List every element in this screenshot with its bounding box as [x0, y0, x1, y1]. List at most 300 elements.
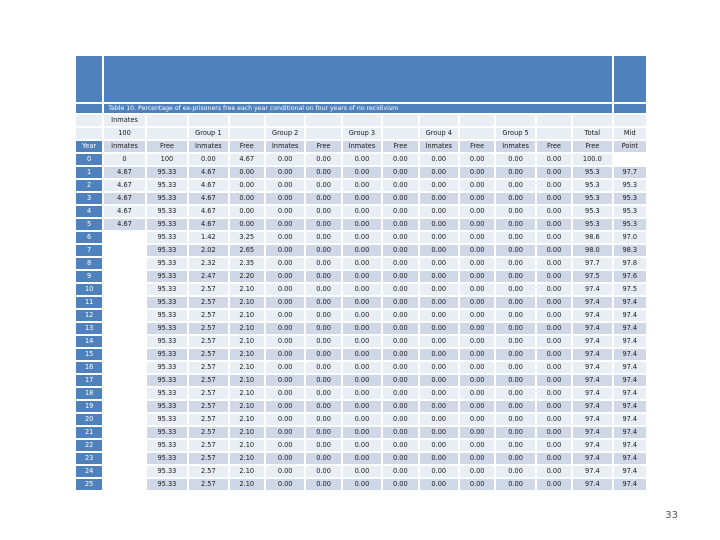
table-cell: 0.00 [537, 206, 571, 217]
table-cell: 0.00 [537, 453, 571, 464]
table-cell [306, 128, 340, 139]
table-cell: 0.00 [383, 167, 417, 178]
table-cell: 4.67 [189, 180, 227, 191]
header-row-inmates [76, 115, 646, 126]
table-cell [343, 115, 381, 126]
table-cell: 2.57 [189, 466, 227, 477]
table-cell [104, 336, 144, 347]
table-cell: 0.00 [496, 427, 534, 438]
table-cell: 97.4 [614, 388, 646, 399]
table-cell: 0.00 [420, 479, 458, 490]
table-cell [104, 414, 144, 425]
table-cell: 97.4 [614, 453, 646, 464]
row-label-cell: 17 [76, 375, 102, 386]
table-cell: 0.00 [306, 154, 340, 165]
table-cell: 95.3 [614, 219, 646, 230]
table-cell: 4.67 [189, 167, 227, 178]
table-cell: 0.00 [383, 219, 417, 230]
top-band-mid-cell [614, 56, 646, 102]
table-row [76, 323, 646, 334]
row-label-cell: 11 [76, 297, 102, 308]
table-cell: 97.4 [614, 323, 646, 334]
table-cell: 0.00 [537, 401, 571, 412]
table-row [76, 362, 646, 373]
table-cell: 97.4 [614, 401, 646, 412]
table-cell: 0.00 [537, 466, 571, 477]
table-cell: 4.67 [104, 193, 144, 204]
table-row [76, 310, 646, 321]
table-body [76, 56, 646, 490]
table-cell: 0.00 [460, 232, 494, 243]
table-cell: 95.33 [147, 453, 187, 464]
table-row [76, 167, 646, 178]
table-cell: Inmates [189, 141, 227, 152]
table-row [76, 440, 646, 451]
table-cell: 0.00 [383, 271, 417, 282]
table-cell: 100 [104, 128, 144, 139]
row-label-cell: 13 [76, 323, 102, 334]
table-cell: 0.00 [537, 336, 571, 347]
table-cell: 0.00 [266, 349, 304, 360]
table-cell: 97.4 [614, 479, 646, 490]
table-cell: 97.4 [573, 362, 611, 373]
table-cell: 97.4 [573, 453, 611, 464]
table-cell: 97.5 [614, 284, 646, 295]
table-cell: 0.00 [460, 167, 494, 178]
table-cell: 0.00 [383, 427, 417, 438]
table-cell: 0.00 [306, 271, 340, 282]
table-cell: 0.00 [460, 427, 494, 438]
table-cell: 2.35 [230, 258, 264, 269]
row-label-cell: 5 [76, 219, 102, 230]
table-cell: 0.00 [343, 180, 381, 191]
table-cell [104, 375, 144, 386]
table-cell: 0.00 [343, 284, 381, 295]
table-cell: 0.00 [343, 206, 381, 217]
table-cell: 0.00 [420, 323, 458, 334]
table-cell [104, 323, 144, 334]
table-cell: 4.67 [189, 219, 227, 230]
table-cell: 97.4 [614, 414, 646, 425]
table-cell: 0.00 [306, 440, 340, 451]
table-cell: 0.00 [343, 232, 381, 243]
table-cell: 0.00 [420, 206, 458, 217]
table-cell: 0.00 [343, 258, 381, 269]
table-cell: 97.4 [573, 284, 611, 295]
table-cell [104, 297, 144, 308]
table-cell: 97.4 [573, 297, 611, 308]
table-cell: 2.57 [189, 375, 227, 386]
table-cell: 0.00 [537, 180, 571, 191]
table-cell: 97.7 [573, 258, 611, 269]
table-cell: 0.00 [420, 375, 458, 386]
table-row [76, 375, 646, 386]
table-cell [104, 466, 144, 477]
table-cell: 97.4 [573, 310, 611, 321]
table-cell: 97.4 [573, 479, 611, 490]
table-cell: 0.00 [266, 297, 304, 308]
table-cell: 2.10 [230, 388, 264, 399]
table-cell [104, 427, 144, 438]
table-row [76, 388, 646, 399]
table-cell: 0.00 [420, 232, 458, 243]
table-cell [383, 115, 417, 126]
table-cell: 0.00 [420, 427, 458, 438]
table-cell: 95.33 [147, 427, 187, 438]
table-cell [383, 128, 417, 139]
table-cell [104, 258, 144, 269]
table-cell: 95.33 [147, 284, 187, 295]
table-cell: 0.00 [537, 479, 571, 490]
table-cell: 0.00 [537, 167, 571, 178]
table-cell: 0.00 [306, 362, 340, 373]
table-cell: 0.00 [537, 427, 571, 438]
table-cell: 0.00 [383, 180, 417, 191]
table-cell: 0.00 [266, 440, 304, 451]
table-cell: 0.00 [537, 414, 571, 425]
table-cell: 0.00 [496, 258, 534, 269]
table-row [76, 297, 646, 308]
table-cell: Inmates [104, 141, 144, 152]
table-cell: 0.00 [460, 336, 494, 347]
table-cell: Inmates [496, 141, 534, 152]
table-cell: 0.00 [306, 193, 340, 204]
row-label-cell: 24 [76, 466, 102, 477]
row-label-cell: 9 [76, 271, 102, 282]
table-cell: 0.00 [496, 297, 534, 308]
table-cell [104, 388, 144, 399]
table-cell: 0.00 [306, 427, 340, 438]
table-cell: 0.00 [383, 336, 417, 347]
table-cell [104, 479, 144, 490]
table-cell: 2.10 [230, 336, 264, 347]
table-cell: 0.00 [496, 219, 534, 230]
table-cell [230, 128, 264, 139]
table-cell: 0.00 [537, 271, 571, 282]
table-cell: 0.00 [420, 245, 458, 256]
table-cell: 0.00 [537, 154, 571, 165]
row-label-cell: 10 [76, 284, 102, 295]
table-cell: 97.4 [573, 323, 611, 334]
table-cell: Point [614, 141, 646, 152]
table-cell: 0.00 [537, 219, 571, 230]
table-cell: 0.00 [420, 336, 458, 347]
table-cell: 0.00 [420, 349, 458, 360]
table-cell: 2.10 [230, 466, 264, 477]
table-cell: 0.00 [230, 219, 264, 230]
table-cell: 0.00 [460, 388, 494, 399]
table-cell: Group 2 [266, 128, 304, 139]
table-cell [104, 245, 144, 256]
table-cell: 97.7 [614, 167, 646, 178]
table-cell: 0.00 [306, 258, 340, 269]
row-label-cell: 2 [76, 180, 102, 191]
row-label-cell: 20 [76, 414, 102, 425]
table-cell: 2.57 [189, 349, 227, 360]
table-cell: 0.00 [306, 453, 340, 464]
table-cell: 0.00 [343, 271, 381, 282]
table-cell: 97.4 [614, 440, 646, 451]
table-cell: 95.33 [147, 388, 187, 399]
table-cell: 95.33 [147, 349, 187, 360]
table-cell: 2.57 [189, 297, 227, 308]
table-cell: 0.00 [343, 245, 381, 256]
table-cell: 2.57 [189, 284, 227, 295]
table-cell: 0.00 [306, 336, 340, 347]
table-cell: 97.6 [614, 271, 646, 282]
table-cell: 97.4 [614, 336, 646, 347]
table-cell: 0.00 [420, 440, 458, 451]
table-cell [230, 115, 264, 126]
table-cell: 0.00 [496, 388, 534, 399]
table-cell: 2.02 [189, 245, 227, 256]
table-cell: 0.00 [343, 375, 381, 386]
table-cell: 95.33 [147, 297, 187, 308]
table-cell: 0.00 [343, 388, 381, 399]
table-cell: 0.00 [420, 193, 458, 204]
table-row [76, 258, 646, 269]
table-cell: Free [537, 141, 571, 152]
table-cell: 95.3 [614, 206, 646, 217]
table-cell [573, 115, 611, 126]
table-cell [266, 115, 304, 126]
table-row [76, 401, 646, 412]
table-cell: 0.00 [460, 193, 494, 204]
table-row [76, 232, 646, 243]
table-cell: 0.00 [383, 349, 417, 360]
table-row [76, 180, 646, 191]
table-cell: 0.00 [266, 284, 304, 295]
table-cell [420, 115, 458, 126]
table-cell [104, 440, 144, 451]
table-cell: 0.00 [496, 193, 534, 204]
top-band-main-cell [104, 56, 611, 102]
table-cell: 0.00 [343, 427, 381, 438]
table-row [76, 427, 646, 438]
table-cell: 95.33 [147, 323, 187, 334]
table-cell: 0.00 [230, 167, 264, 178]
table-cell: 0.00 [343, 193, 381, 204]
table-cell: 0.00 [496, 479, 534, 490]
table-cell: 0.00 [383, 258, 417, 269]
table-cell: 0.00 [266, 258, 304, 269]
table-cell: 0.00 [383, 284, 417, 295]
table-cell: 0.00 [460, 349, 494, 360]
table-cell: 0.00 [420, 388, 458, 399]
table-cell: 0.00 [383, 310, 417, 321]
table-cell: 0.00 [306, 466, 340, 477]
table-cell: 0.00 [383, 193, 417, 204]
table-cell: Free [383, 141, 417, 152]
table-cell: 0.00 [496, 167, 534, 178]
table-cell [104, 453, 144, 464]
table-cell [104, 284, 144, 295]
table-cell: 2.10 [230, 310, 264, 321]
table-cell: 2.10 [230, 323, 264, 334]
table-cell: 2.10 [230, 349, 264, 360]
table-cell: 95.33 [147, 193, 187, 204]
table-cell: 97.4 [573, 427, 611, 438]
table-cell: 0.00 [266, 193, 304, 204]
table-cell: 0.00 [343, 466, 381, 477]
table-cell: 97.4 [614, 310, 646, 321]
table-cell: 95.33 [147, 206, 187, 217]
table-cell: 2.65 [230, 245, 264, 256]
table-cell: 95.33 [147, 258, 187, 269]
table-cell: 2.57 [189, 323, 227, 334]
table-cell [104, 232, 144, 243]
title-row-year-cell [76, 104, 102, 113]
table-cell: 0.00 [460, 440, 494, 451]
table-cell: Free [230, 141, 264, 152]
row-label-cell: 21 [76, 427, 102, 438]
table-cell: 0.00 [343, 154, 381, 165]
table-cell: 0.00 [537, 193, 571, 204]
table-cell: 97.8 [614, 258, 646, 269]
table-cell [306, 115, 340, 126]
table-cell: 0.00 [496, 310, 534, 321]
table-cell: 0.00 [496, 232, 534, 243]
table-cell: 0.00 [383, 479, 417, 490]
table-row [76, 349, 646, 360]
table-cell: 0.00 [460, 401, 494, 412]
table-cell [460, 115, 494, 126]
table-cell: 0.00 [266, 219, 304, 230]
table-cell: 0.00 [266, 362, 304, 373]
table-cell: 0.00 [343, 297, 381, 308]
table-cell: 0.00 [537, 245, 571, 256]
table-cell: 0.00 [496, 466, 534, 477]
table-cell: 97.4 [573, 388, 611, 399]
table-cell: 4.67 [104, 219, 144, 230]
title-row-mid-cell [614, 104, 646, 113]
table-cell: Group 5 [496, 128, 534, 139]
table-cell: 0.00 [537, 388, 571, 399]
row-label-cell: 0 [76, 154, 102, 165]
table-cell: 0.00 [343, 219, 381, 230]
table-cell: 95.3 [614, 180, 646, 191]
table-cell: 0.00 [460, 258, 494, 269]
table-cell: 2.47 [189, 271, 227, 282]
table-cell [460, 128, 494, 139]
table-cell: 95.33 [147, 479, 187, 490]
table-cell: 0.00 [343, 440, 381, 451]
table-cell: 0.00 [460, 323, 494, 334]
table-cell: Inmates [420, 141, 458, 152]
table-cell: 95.33 [147, 232, 187, 243]
table-cell [614, 154, 646, 165]
table-cell: 0.00 [537, 258, 571, 269]
table-cell: 0.00 [383, 414, 417, 425]
row-label-cell: 22 [76, 440, 102, 451]
table-cell [614, 115, 646, 126]
row-label-cell: 4 [76, 206, 102, 217]
table-cell: 0.00 [537, 375, 571, 386]
table-cell: 0.00 [306, 206, 340, 217]
table-row [76, 414, 646, 425]
table-cell: 0.00 [306, 219, 340, 230]
table-cell: 95.3 [573, 219, 611, 230]
table-cell: 0.00 [496, 414, 534, 425]
table-cell: 2.10 [230, 414, 264, 425]
header-row-columns [76, 141, 646, 152]
table-cell: 2.57 [189, 479, 227, 490]
table-cell: 95.33 [147, 336, 187, 347]
table-cell: 0.00 [383, 453, 417, 464]
table-cell: 4.67 [189, 206, 227, 217]
table-cell: 0.00 [420, 401, 458, 412]
table-cell: 0.00 [266, 232, 304, 243]
table-cell [104, 401, 144, 412]
table-cell [147, 115, 187, 126]
table-cell: 97.4 [614, 349, 646, 360]
table-cell: 0.00 [420, 258, 458, 269]
table-row [76, 284, 646, 295]
table-cell: 0.00 [266, 401, 304, 412]
table-cell: 97.4 [573, 401, 611, 412]
table-cell: 2.57 [189, 440, 227, 451]
table-cell: 2.10 [230, 284, 264, 295]
table-cell: 0.00 [306, 388, 340, 399]
table-cell: 3.25 [230, 232, 264, 243]
table-cell: 2.57 [189, 336, 227, 347]
table-cell: 2.57 [189, 362, 227, 373]
table-cell: 0.00 [383, 440, 417, 451]
table-cell: 0.00 [496, 180, 534, 191]
table-cell: 97.4 [573, 336, 611, 347]
row-label-cell: 16 [76, 362, 102, 373]
table-row [76, 336, 646, 347]
table-cell [104, 271, 144, 282]
table-cell: 2.57 [189, 453, 227, 464]
table-cell: Group 1 [189, 128, 227, 139]
table-cell: 95.3 [614, 193, 646, 204]
table-cell: 0.00 [266, 479, 304, 490]
row-label-cell: 8 [76, 258, 102, 269]
table-cell: 0.00 [383, 154, 417, 165]
table-cell: 0.00 [383, 297, 417, 308]
row-label-cell: 25 [76, 479, 102, 490]
table-cell: Inmates [343, 141, 381, 152]
table-row [76, 453, 646, 464]
table-cell: 4.67 [104, 180, 144, 191]
table-cell: 95.33 [147, 414, 187, 425]
table-row [76, 479, 646, 490]
table-cell: 4.67 [104, 167, 144, 178]
row-label-cell: 1 [76, 167, 102, 178]
table-cell: 0.00 [383, 401, 417, 412]
table-cell: 0.00 [496, 362, 534, 373]
row-label-cell [76, 115, 102, 126]
table-cell: 97.5 [573, 271, 611, 282]
table-cell: 2.20 [230, 271, 264, 282]
table-cell: 0.00 [266, 271, 304, 282]
table-row [76, 219, 646, 230]
header-row-groups [76, 128, 646, 139]
table-cell: 0.00 [460, 375, 494, 386]
table-cell: 97.4 [573, 375, 611, 386]
table-cell: 0.00 [496, 375, 534, 386]
table-cell: 95.33 [147, 362, 187, 373]
table-cell: 95.33 [147, 466, 187, 477]
table-cell: 0.00 [266, 154, 304, 165]
table-cell: 0.00 [537, 297, 571, 308]
table-title-row [76, 104, 646, 113]
table-cell: 0.00 [420, 310, 458, 321]
table-cell: 0.00 [496, 206, 534, 217]
table-cell: 0.00 [383, 466, 417, 477]
table-cell: 0.00 [496, 245, 534, 256]
